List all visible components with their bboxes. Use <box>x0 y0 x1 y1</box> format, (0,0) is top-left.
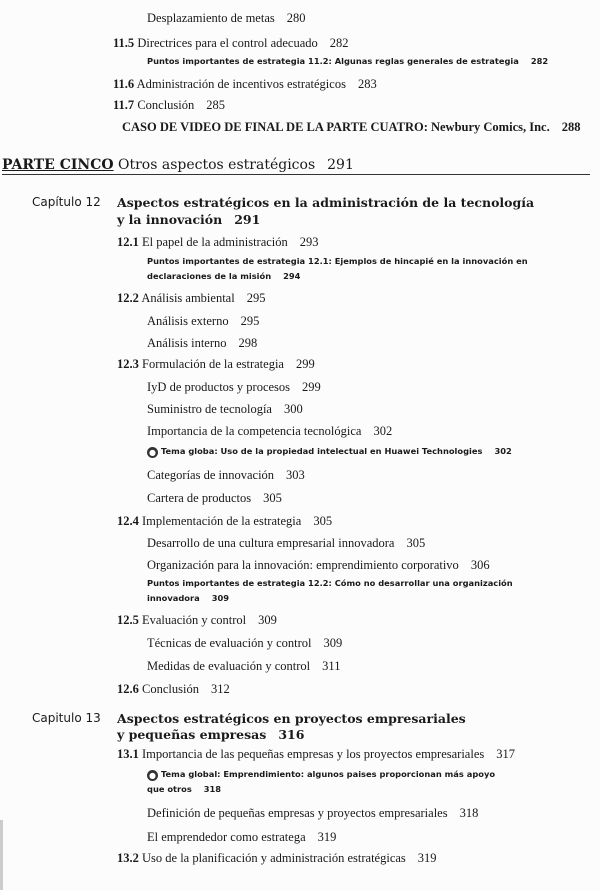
entry-text: Uso de la planificación y administración estratégicas <box>142 851 406 865</box>
entry-page: 298 <box>238 336 258 350</box>
entry-page: 288 <box>561 120 581 134</box>
section-number: 12.3 <box>117 357 139 371</box>
strategy-box-entry: Puntos importantes de estrategia 12.1: Ejemplos de hincapié en la innovación en <box>147 256 528 266</box>
entry-text: Cartera de productos <box>147 491 252 505</box>
entry-text: CASO DE VIDEO DE FINAL DE LA PARTE CUATRO: Newbury Comics, Inc. <box>122 120 550 134</box>
section-number: 11.6 <box>113 77 135 91</box>
entry-text: Análisis ambiental <box>141 291 235 305</box>
chapter-title-line2 <box>117 726 304 743</box>
entry-page: 283 <box>357 77 377 91</box>
entry-page: 285 <box>206 98 226 112</box>
chapter-page: 291 <box>234 212 261 227</box>
entry-text: Directrices para el control adecuado <box>137 36 318 50</box>
chapter-title-text: y pequeñas empresas <box>117 727 267 742</box>
toc-entry <box>147 313 259 329</box>
entry-text: Administración de incentivos estratégicos <box>136 77 346 91</box>
entry-page: 295 <box>240 314 260 328</box>
chapter-title-text: y la innovación <box>117 212 223 227</box>
toc-section <box>113 97 225 113</box>
toc-section <box>117 356 315 372</box>
entry-page: 303 <box>286 468 305 482</box>
entry-page: 299 <box>295 357 315 371</box>
part-title: Otros aspectos estratégicos <box>118 157 316 173</box>
entry-text: Análisis interno <box>147 336 227 350</box>
entry-text: Tema global: Emprendimiento: algunos paises proporcionan más apoyo <box>161 769 496 779</box>
entry-page: 282 <box>530 56 549 66</box>
entry-page: 299 <box>302 380 321 394</box>
part-heading <box>2 157 590 175</box>
toc-section <box>117 746 515 762</box>
strategy-box-entry <box>147 54 548 69</box>
entry-page: 305 <box>406 536 426 550</box>
entry-page: 293 <box>299 235 319 249</box>
section-number: 13.1 <box>117 747 139 761</box>
entry-page: 282 <box>329 36 349 50</box>
toc-section <box>113 35 349 51</box>
entry-text: El emprendedor como estratega <box>147 830 306 844</box>
toc-entry <box>147 467 305 483</box>
entry-text: innovadora <box>147 593 200 603</box>
entry-text: Definición de pequeñas empresas y proyectos empresariales <box>147 806 448 820</box>
globe-icon: ● <box>147 447 158 458</box>
toc-entry <box>147 10 305 26</box>
chapter-title: Aspectos estratégicos en la administración de la tecnología <box>117 195 535 210</box>
toc-section <box>117 290 265 306</box>
entry-page: 305 <box>313 514 333 528</box>
entry-page: 318 <box>203 784 222 794</box>
toc-entry <box>147 557 490 573</box>
entry-page: 319 <box>417 851 437 865</box>
entry-text: Medidas de evaluación y control <box>147 659 311 673</box>
entry-page: 302 <box>373 424 393 438</box>
toc-entry <box>147 635 342 651</box>
entry-page: 294 <box>283 271 301 281</box>
entry-text: Técnicas de evaluación y control <box>147 636 312 650</box>
global-theme-entry-line2 <box>147 782 221 797</box>
section-number: 12.4 <box>117 514 139 528</box>
entry-text: IyD de productos y procesos <box>147 380 291 394</box>
entry-page: 306 <box>470 558 490 572</box>
toc-entry <box>147 535 425 551</box>
toc-section <box>113 76 377 92</box>
toc-entry <box>147 335 257 351</box>
entry-text: Conclusión <box>137 98 195 112</box>
section-number: 12.2 <box>117 291 139 305</box>
entry-page: 309 <box>211 593 230 603</box>
entry-text: que otros <box>147 784 192 794</box>
entry-text: Puntos importantes de estrategia 11.2: Algunas reglas generales de estrategia <box>147 56 519 66</box>
entry-page: 295 <box>246 291 266 305</box>
entry-page: 309 <box>323 636 343 650</box>
entry-text: Implementación de la estrategia <box>142 514 302 528</box>
toc-entry <box>147 423 392 439</box>
entry-page: 318 <box>459 806 479 820</box>
entry-page: 280 <box>286 11 306 25</box>
toc-entry <box>147 829 336 845</box>
entry-text: Importancia de la competencia tecnológica <box>147 424 362 438</box>
chapter-page: 316 <box>278 727 305 742</box>
entry-text: Evaluación y control <box>142 613 247 627</box>
section-number: 12.1 <box>117 235 139 249</box>
page-edge-shadow <box>0 820 3 890</box>
section-number: 12.6 <box>117 682 139 696</box>
entry-page: 309 <box>258 613 277 627</box>
entry-text: El papel de la administración <box>142 235 288 249</box>
strategy-box-entry-line2 <box>147 591 229 606</box>
toc-section <box>117 513 332 529</box>
global-theme-entry <box>147 444 512 459</box>
entry-page: 319 <box>317 830 337 844</box>
toc-entry <box>147 490 282 506</box>
section-number: 12.5 <box>117 613 139 627</box>
section-number: 11.7 <box>113 98 135 112</box>
strategy-box-entry: Puntos importantes de estrategia 12.2: Cómo no desarrollar una organización <box>147 578 513 588</box>
entry-text: Formulación de la estrategia <box>142 357 284 371</box>
toc-section <box>117 681 230 697</box>
entry-text: Organización para la innovación: emprendimiento corporativo <box>147 558 459 572</box>
section-number: 11.5 <box>113 36 135 50</box>
chapter-title-line2 <box>117 211 260 228</box>
entry-page: 317 <box>496 747 515 761</box>
entry-text: Suministro de tecnología <box>147 402 272 416</box>
toc-entry <box>147 401 303 417</box>
entry-page: 312 <box>210 682 230 696</box>
chapter-label: Capitulo 13 <box>32 711 101 725</box>
entry-text: Tema globa: Uso de la propiedad intelectual en Huawei Technologies <box>161 446 483 456</box>
entry-text: Desplazamiento de metas <box>147 11 275 25</box>
video-case-entry <box>122 119 580 135</box>
toc-section <box>117 234 319 250</box>
globe-icon: ● <box>147 770 158 781</box>
entry-text: Importancia de las pequeñas empresas y los proyectos empresariales <box>142 747 485 761</box>
entry-text: declaraciones de la misión <box>147 271 272 281</box>
section-number: 13.2 <box>117 851 139 865</box>
entry-page: 300 <box>283 402 303 416</box>
toc-entry <box>147 805 478 821</box>
entry-text: Conclusión <box>142 682 199 696</box>
chapter-label: Capítulo 12 <box>32 195 101 209</box>
strategy-box-entry-line2 <box>147 269 300 284</box>
entry-text: Categorías de innovación <box>147 468 275 482</box>
part-label: PARTE CINCO <box>2 157 114 173</box>
toc-entry <box>147 379 321 395</box>
entry-text: Análisis externo <box>147 314 229 328</box>
entry-page: 305 <box>263 491 282 505</box>
entry-text: Desarrollo de una cultura empresarial innovadora <box>147 536 395 550</box>
toc-entry <box>147 658 340 674</box>
entry-page: 302 <box>494 446 512 456</box>
toc-section <box>117 612 277 628</box>
part-page: 291 <box>327 157 354 173</box>
toc-section <box>117 850 437 866</box>
chapter-title: Aspectos estratégicos en proyectos empresariales <box>117 711 466 726</box>
entry-page: 311 <box>322 659 341 673</box>
global-theme-entry <box>147 767 495 782</box>
